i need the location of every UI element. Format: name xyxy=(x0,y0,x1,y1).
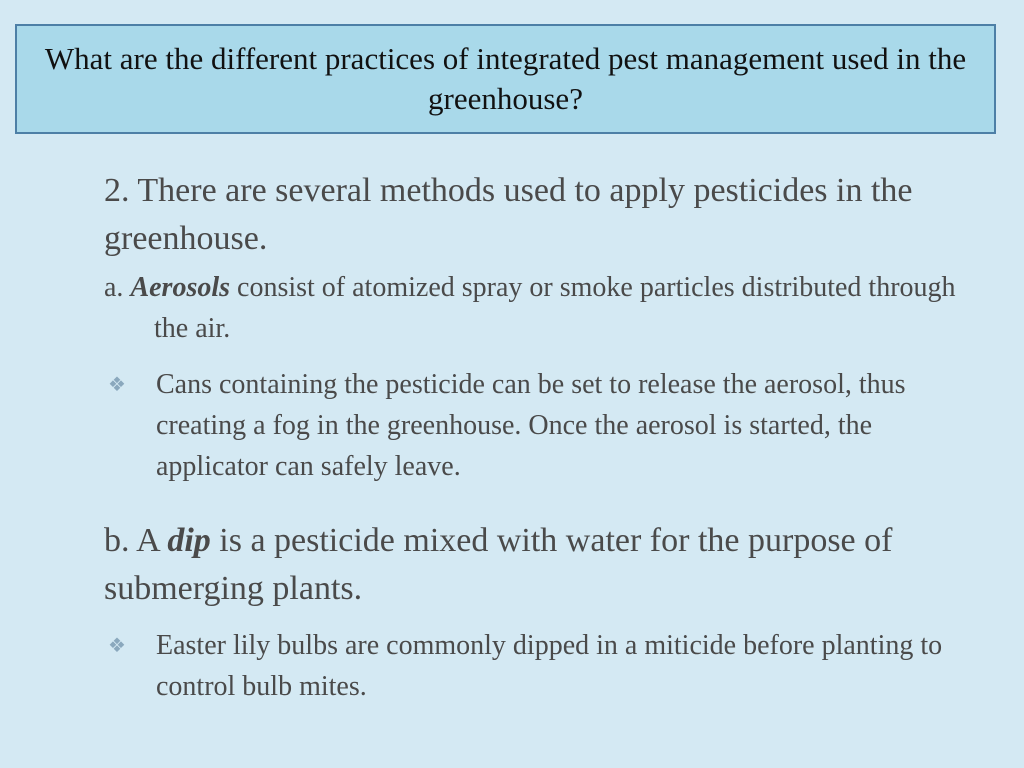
slide-body xyxy=(104,167,984,707)
section-heading: 2. There are several methods used to apply pesticides in the greenhouse. xyxy=(104,172,913,257)
item-a xyxy=(104,267,984,349)
bullet-aerosol-text: Cans containing the pesticide can be set to release the aerosol, thus creating a fog in the greenhouse. Once the aerosol is started, the applicator can safely leave. xyxy=(156,369,906,482)
slide-title: What are the different practices of integrated pest management used in the greenhouse? xyxy=(44,41,967,116)
bullet-aerosol xyxy=(104,364,984,487)
item-a-prefix: a. xyxy=(104,272,131,303)
item-a-text: consist of atomized spray or smoke particles distributed through the air. xyxy=(154,272,956,344)
item-b xyxy=(104,517,984,613)
title-box xyxy=(15,24,996,134)
item-b-prefix: b. A xyxy=(104,522,168,559)
bullet-dip xyxy=(104,625,984,707)
item-b-term: dip xyxy=(167,522,211,559)
bullet-dip-text: Easter lily bulbs are commonly dipped in a miticide before planting to control bulb mites. xyxy=(156,630,943,702)
diamond-bullet-icon: ❖ xyxy=(108,633,126,657)
item-a-term: Aerosols xyxy=(130,272,231,303)
diamond-bullet-icon: ❖ xyxy=(108,372,126,396)
item-b-text: is a pesticide mixed with water for the purpose of submerging plants. xyxy=(104,522,893,607)
